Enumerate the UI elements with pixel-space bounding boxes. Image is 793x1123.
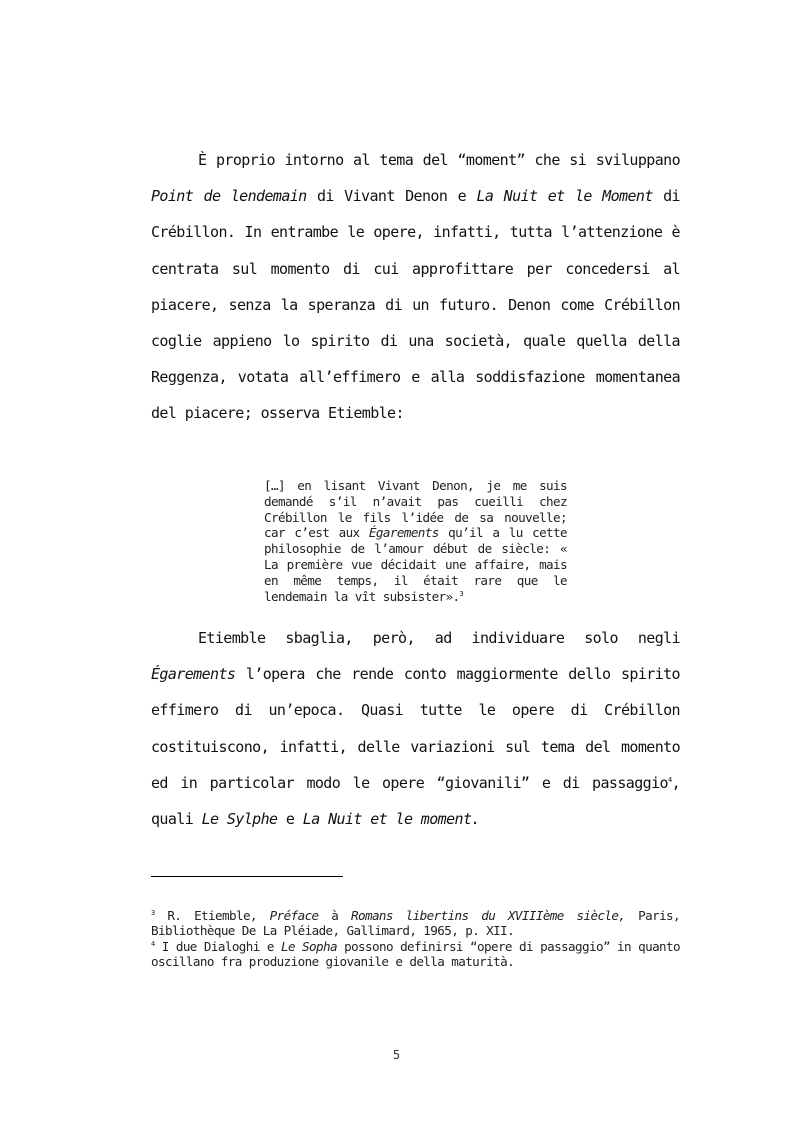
paragraph-1-text: di Vivant Denon e <box>306 187 477 206</box>
footnote-number: 4 <box>151 939 155 948</box>
title-la-nuit-et-le-moment: La Nuit et le Moment <box>476 187 653 206</box>
footnote-text: R. Etiemble, <box>154 908 270 923</box>
footnote-italic: Le Sopha <box>280 938 337 954</box>
title-le-sylphe: Le Sylphe <box>201 810 278 829</box>
paragraph-1-text: di Crébillon. In entrambe le opere, infatti, tutta l’attenzione è centrata sul momento di cui approfittare per concedersi al piacere, senza la speranza di un futuro. Denon come Crébillon coglie appieno lo spirito di una società, quale quella della Reggenza, votata all’effimero e alla soddisfazione momentanea del piacere; osserva Etiemble: <box>151 187 680 423</box>
footnote-text: Paris, Bibliothèque De La Pléiade, Gallimard, 1965, p. XII. <box>151 908 681 939</box>
body-paragraph-2 <box>151 620 680 837</box>
footnote-text: possono definirsi “opere di passaggio” in quanto oscillano fra produzione giovanile e della maturità. <box>151 938 681 969</box>
footnote-italic: Préface <box>269 908 319 923</box>
block-quote <box>264 478 567 604</box>
footnote-number: 3 <box>151 908 155 917</box>
title-egarements: Égarements <box>151 665 236 684</box>
title-point-de-lendemain: Point de lendemain <box>151 187 307 206</box>
paragraph-2-text: Etiemble sbaglia, però, ad individuare solo negli <box>198 629 680 647</box>
title-la-nuit-et-le-moment: La Nuit et le moment. <box>302 810 480 829</box>
footnote-3 <box>151 908 680 939</box>
footnote-text: à <box>318 908 351 923</box>
footnote-separator <box>151 876 343 877</box>
footnote-ref-4[interactable]: 4 <box>667 775 672 784</box>
quote-text: […] en lisant Vivant Denon, je me suis demandé s’il n’avait pas cueilli chez Crébillon le fils l’idée de sa nouvelle; car c’est aux <box>264 478 567 541</box>
paragraph-1-text: È proprio intorno al tema del “moment” che si sviluppano <box>198 151 680 169</box>
body-paragraph-1 <box>151 142 680 432</box>
footnote-italic: Romans libertins du XVIIIème siècle, <box>351 908 626 923</box>
footnote-4 <box>151 939 680 970</box>
page-number: 5 <box>392 1048 401 1062</box>
title-egarements: Égarements <box>368 525 439 541</box>
paragraph-2-text: l’opera che rende conto maggiormente dello spirito effimero di un’epoca. Quasi tutte le opere di Crébillon costituiscono, infatti, delle variazioni sul tema del momento ed in particolar modo le opere “giovanili” e di passaggio <box>151 665 680 792</box>
paragraph-2-text: e <box>277 810 303 829</box>
footnotes <box>151 908 680 969</box>
paragraph-2-text: , quali <box>151 773 680 829</box>
footnote-text: I due Dialoghi e <box>154 938 281 954</box>
footnote-ref-3[interactable]: 3 <box>459 589 464 598</box>
quote-text: qu’il a lu cette philosophie de l’amour début de siècle: « La première vue décidait une affaire, mais en même temps, il était rare que le lendemain la vît subsister». <box>264 525 567 604</box>
